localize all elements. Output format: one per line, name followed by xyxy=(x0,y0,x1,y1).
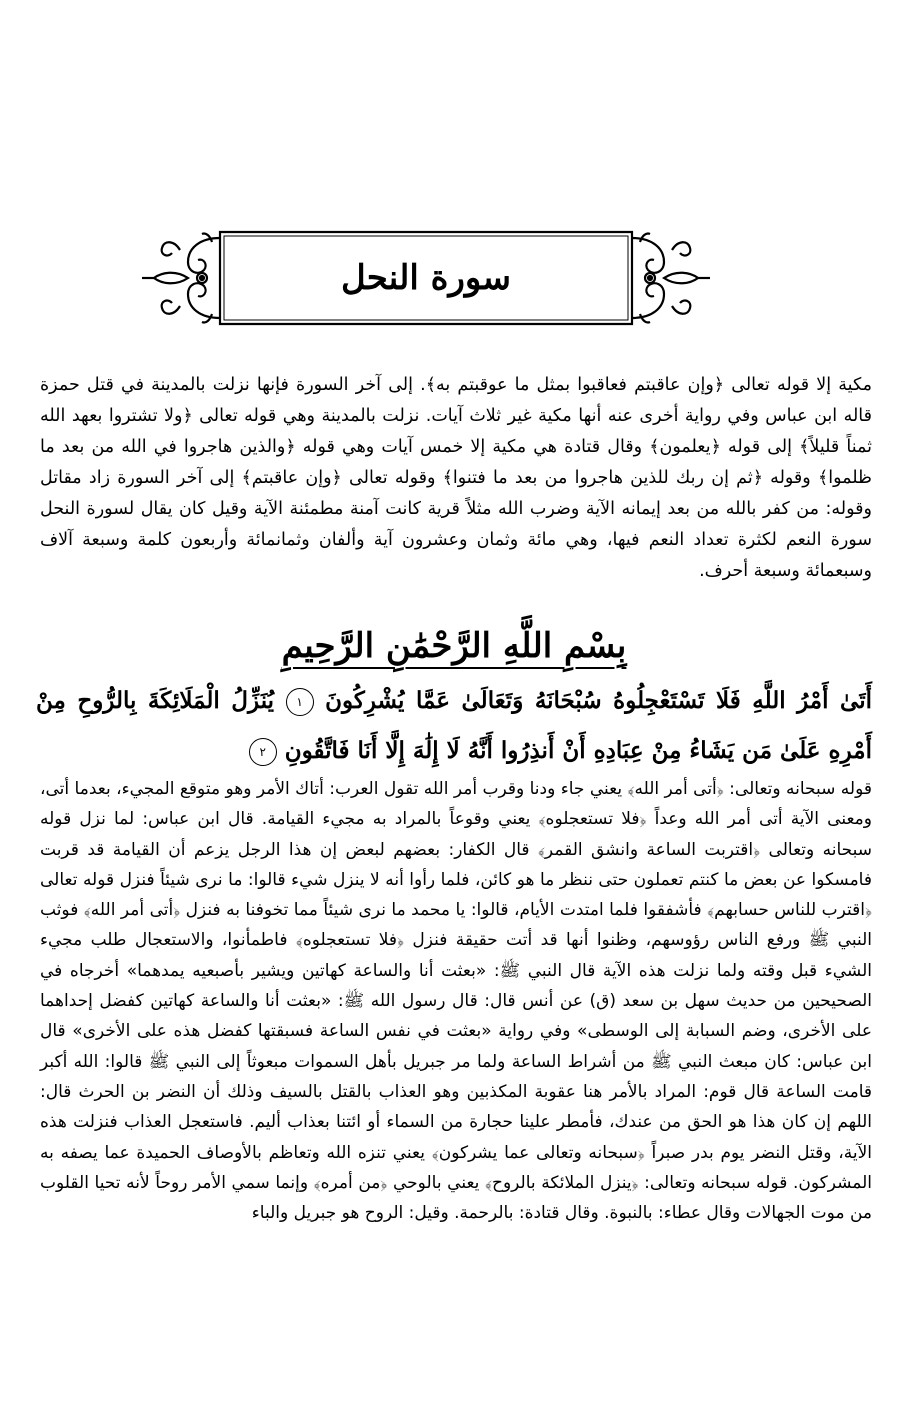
sura-title: سورة النحل xyxy=(341,258,511,298)
verse-1: أَتَىٰ أَمْرُ اللَّهِ فَلَا تَسْتَعْجِلُوهُ سُبْحَانَهُ وَتَعَالَىٰ عَمَّا يُشْرِكُونَ xyxy=(325,687,872,714)
sura-header-cartouche xyxy=(140,228,712,328)
ayah-number-marker: ٢ xyxy=(249,738,277,766)
quran-verses xyxy=(36,676,872,776)
commentary-paragraph: قوله سبحانه وتعالى: ﴿أتى أمر الله﴾ يعني جاء ودنا وقرب أمر الله تقول العرب: أتاك الأمر وهو متوقع المجيء، بعدما أتى، ومعنى الآية أتى أمر الله وعداً ﴿فلا تستعجلوه﴾ يعني وقوعاً بالمراد به مجيء القيامة. قال ابن عباس: لما نزل قوله سبحانه وتعالى ﴿اقتربت الساعة وانشق القمر﴾ قال الكفار: بعضهم لبعض إن هذا الرجل يزعم أن القيامة قد قربت فامسكوا عن بعض ما كنتم تعملون حتى ننظر ما هو كائن، فلما رأوا أنه لا ينزل شيء قالوا: ما نرى شيئاً فنزل قوله تعالى ﴿اقترب للناس حسابهم﴾ فأشفقوا فلما امتدت الأيام، قالوا: يا محمد ما نرى شيئاً مما تخوفنا به فنزل ﴿أتى أمر الله﴾ فوثب النبي ﷺ ورفع الناس رؤوسهم، وظنوا أنها قد أتت حقيقة فنزل ﴿فلا تستعجلوه﴾ فاطمأنوا، والاستعجال طلب مجيء الشيء قبل وقته ولما نزلت هذه الآية قال النبي ﷺ: «بعثت أنا والساعة كهاتين ويشير بأصبعيه يمدهما» أخرجاه في الصحيحين من حديث سهل بن سعد (ق) عن أنس قال: قال رسول الله ﷺ: «بعثت أنا والساعة كهاتين كفضل إحداهما على الأخرى، وضم السبابة إلى الوسطى» وفي رواية «بعثت في نفس الساعة فسبقتها كفضل هذه على الأخرى» قال ابن عباس: كان مبعث النبي ﷺ من أشراط الساعة ولما مر جبريل بأهل السموات مبعوثاً إلى النبي ﷺ قالوا: الله أكبر قامت الساعة قال قوم: المراد بالأمر هنا عقوبة المكذبين وهو العذاب بالقتل بالسيف وذلك أن النضر بن الحرث قال: اللهم إن كان هذا هو الحق من عندك، فأمطر علينا حجارة من السماء أو ائتنا بعذاب أليم. فاستعجل العذاب فنزلت هذه الآية، وقتل النضر يوم بدر صبراً ﴿سبحانه وتعالى عما يشركون﴾ يعني تنزه الله وتعاظم بالأوصاف الحميدة عما يصفه به المشركون. قوله سبحانه وتعالى: ﴿ينزل الملائكة بالروح﴾ يعني بالوحي ﴿من أمره﴾ وإنما سمي الأمر روحاً لأنه تحيا القلوب من موت الجهالات وقال عطاء: بالنبوة. وقال قتادة: بالرحمة. وقيل: الروح هو جبريل والباء xyxy=(40,779,872,1224)
verse-2: يُنَزِّلُ الْمَلَائِكَةَ بِالرُّوحِ مِنْ أَمْرِهِ عَلَىٰ مَن يَشَاءُ مِنْ عِبَادِهِ أَنْ أَنذِرُوا أَنَّهُ لَا إِلَٰهَ إِلَّا أَنَا فَاتَّقُونِ xyxy=(36,687,872,764)
ayah-number-marker: ١ xyxy=(286,688,314,716)
sura-introduction xyxy=(40,370,872,587)
tafsir-commentary xyxy=(40,774,872,1228)
intro-paragraph: مكية إلا قوله تعالى ﴿وإن عاقبتم فعاقبوا بمثل ما عوقبتم به﴾. إلى آخر السورة فإنها نزلت بالمدينة في قتل حمزة قاله ابن عباس وفي رواية أخرى عنه أنها مكية غير ثلاث آيات. نزلت بالمدينة وهي قوله تعالى ﴿ولا تشتروا بعهد الله ثمناً قليلاً﴾ إلى قوله ﴿يعلمون﴾ وقال قتادة هي مكية إلا خمس آيات وهي قوله ﴿والذين هاجروا في الله من بعد ما ظلموا﴾ وقوله ﴿ثم إن ربك للذين هاجروا من بعد ما فتنوا﴾ وقوله تعالى ﴿وإن عاقبتم﴾ إلى آخر السورة زاد مقاتل وقوله: من كفر بالله من بعد إيمانه الآية وضرب الله مثلاً قرية كانت آمنة مطمئنة الآية وقيل كان يقال لسورة النحل سورة النعم لكثرة تعداد النعم فيها، وهي مائة وثمان وعشرون آية وألفان وثمانمائة وأربعون كلمة وسبعة آلاف وسبعمائة وسبعة أحرف. xyxy=(40,375,872,581)
basmala: بِسْمِ اللَّهِ الرَّحْمَٰنِ الرَّحِيمِ xyxy=(281,626,627,666)
